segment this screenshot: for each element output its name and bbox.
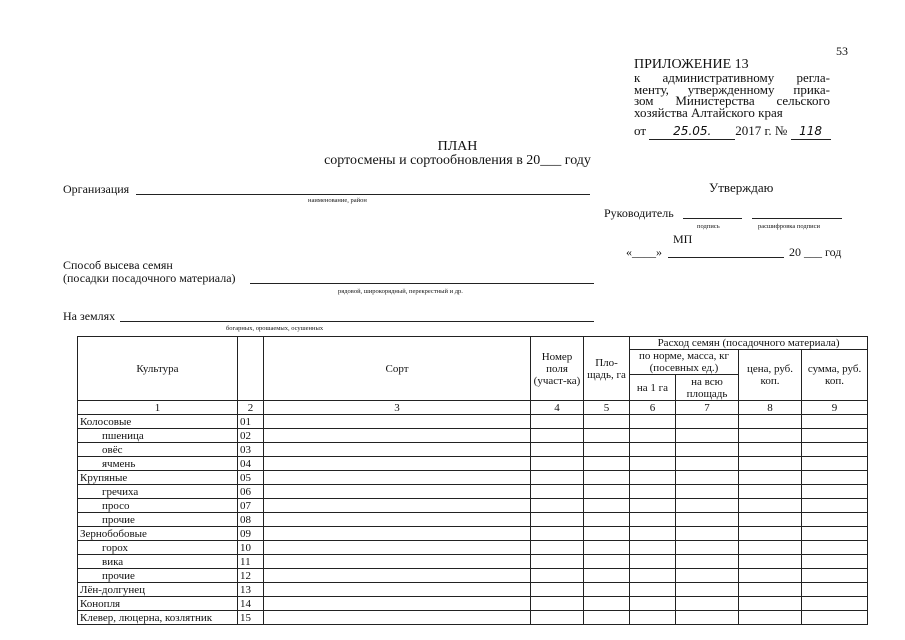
table-row (78, 471, 868, 485)
culture-cell: Конопля (78, 597, 238, 611)
table-row (78, 513, 868, 527)
header-price: цена, руб. коп. (739, 350, 802, 401)
total-cell[interactable] (676, 541, 739, 555)
date-field (649, 123, 735, 140)
culture-cell: ячмень (78, 457, 238, 471)
appendix-date-row (634, 123, 831, 140)
area-cell[interactable] (584, 485, 630, 499)
total-cell[interactable] (676, 429, 739, 443)
date-from-label: от (634, 123, 647, 138)
price-cell[interactable] (739, 471, 802, 485)
plan-table (77, 336, 868, 625)
header-norm: по норме, масса, кг (посевных ед.) (630, 350, 739, 375)
column-number: 2 (238, 401, 264, 415)
handwritten-date: 25.05. (673, 124, 712, 138)
price-cell[interactable] (739, 429, 802, 443)
column-number: 9 (802, 401, 868, 415)
culture-cell: прочие (78, 569, 238, 583)
plan-subtitle: сортосмены и сортообновления в 20___ году (324, 153, 591, 168)
culture-cell: гречиха (78, 485, 238, 499)
organization-line[interactable] (136, 194, 590, 195)
table-row (78, 415, 868, 429)
table-row (78, 569, 868, 583)
sowing-line[interactable] (250, 283, 594, 284)
culture-cell: Лён-долгунец (78, 583, 238, 597)
culture-cell: овёс (78, 443, 238, 457)
lands-hint: богарных, орошаемых, осушенных (226, 325, 324, 332)
order-number-field (791, 123, 831, 140)
culture-cell: Клевер, люцерна, козлятник (78, 611, 238, 625)
header-sum: сумма, руб. коп. (802, 350, 868, 401)
field-number-cell[interactable] (531, 541, 584, 555)
table-row (78, 541, 868, 555)
appendix-line: зом Министерства сельского (634, 93, 830, 108)
per-ha-cell[interactable] (630, 611, 676, 625)
area-cell[interactable] (584, 443, 630, 457)
header-total: на всю площадь (676, 375, 739, 401)
code-cell: 01 (238, 415, 264, 429)
sum-cell[interactable] (802, 555, 868, 569)
sum-cell[interactable] (802, 471, 868, 485)
signature-decode-hint: расшифровка подписи (758, 223, 821, 230)
code-cell: 03 (238, 443, 264, 457)
area-cell[interactable] (584, 457, 630, 471)
code-cell: 12 (238, 569, 264, 583)
field-number-cell[interactable] (531, 485, 584, 499)
per-ha-cell[interactable] (630, 597, 676, 611)
per-ha-cell[interactable] (630, 499, 676, 513)
total-cell[interactable] (676, 555, 739, 569)
code-cell: 09 (238, 527, 264, 541)
field-number-cell[interactable] (531, 457, 584, 471)
appendix-line: к административному регла- (634, 70, 830, 85)
table-row (78, 555, 868, 569)
sort-cell[interactable] (264, 485, 531, 499)
field-number-cell[interactable] (531, 569, 584, 583)
sort-cell[interactable] (264, 527, 531, 541)
signature-decode-line[interactable] (752, 218, 842, 219)
code-cell: 06 (238, 485, 264, 499)
area-cell[interactable] (584, 583, 630, 597)
price-cell[interactable] (739, 443, 802, 457)
table-row (78, 583, 868, 597)
sum-cell[interactable] (802, 429, 868, 443)
area-cell[interactable] (584, 415, 630, 429)
column-numbers-row (78, 401, 868, 415)
code-cell: 15 (238, 611, 264, 625)
area-cell[interactable] (584, 429, 630, 443)
sowing-label-2: (посадки посадочного материала) (63, 271, 236, 285)
field-number-cell[interactable] (531, 527, 584, 541)
sum-cell[interactable] (802, 457, 868, 471)
culture-cell: Крупяные (78, 471, 238, 485)
sowing-label-1: Способ высева семян (63, 258, 173, 272)
total-cell[interactable] (676, 597, 739, 611)
area-cell[interactable] (584, 499, 630, 513)
field-number-cell[interactable] (531, 597, 584, 611)
per-ha-cell[interactable] (630, 471, 676, 485)
sum-cell[interactable] (802, 415, 868, 429)
column-number: 4 (531, 401, 584, 415)
culture-cell: прочие (78, 513, 238, 527)
header-sort: Сорт (264, 337, 531, 401)
culture-cell: Колосовые (78, 415, 238, 429)
approve-month-line[interactable] (668, 257, 784, 258)
per-ha-cell[interactable] (630, 583, 676, 597)
culture-cell: пшеница (78, 429, 238, 443)
total-cell[interactable] (676, 583, 739, 597)
sort-cell[interactable] (264, 457, 531, 471)
sort-cell[interactable] (264, 597, 531, 611)
culture-cell: Зернобобовые (78, 527, 238, 541)
total-cell[interactable] (676, 457, 739, 471)
total-cell[interactable] (676, 527, 739, 541)
price-cell[interactable] (739, 485, 802, 499)
sort-cell[interactable] (264, 611, 531, 625)
table-row (78, 611, 868, 625)
organization-label: Организация (63, 182, 130, 196)
sort-cell[interactable] (264, 555, 531, 569)
total-cell[interactable] (676, 443, 739, 457)
sort-cell[interactable] (264, 499, 531, 513)
column-number: 3 (264, 401, 531, 415)
sum-cell[interactable] (802, 513, 868, 527)
header-area: Пло-щадь, га (584, 337, 630, 401)
field-number-cell[interactable] (531, 471, 584, 485)
sum-cell[interactable] (802, 527, 868, 541)
code-cell: 11 (238, 555, 264, 569)
sort-cell[interactable] (264, 471, 531, 485)
header-culture: Культура (78, 337, 238, 401)
total-cell[interactable] (676, 485, 739, 499)
header-per-ha: на 1 га (630, 375, 676, 401)
field-number-cell[interactable] (531, 583, 584, 597)
table-row (78, 485, 868, 499)
table-row (78, 429, 868, 443)
code-cell: 08 (238, 513, 264, 527)
column-number: 8 (739, 401, 802, 415)
appendix-title: ПРИЛОЖЕНИЕ 13 (634, 57, 749, 72)
per-ha-cell[interactable] (630, 555, 676, 569)
field-number-cell[interactable] (531, 429, 584, 443)
sum-cell[interactable] (802, 583, 868, 597)
sum-cell[interactable] (802, 485, 868, 499)
price-cell[interactable] (739, 499, 802, 513)
field-number-cell[interactable] (531, 499, 584, 513)
culture-cell: вика (78, 555, 238, 569)
price-cell[interactable] (739, 541, 802, 555)
area-cell[interactable] (584, 555, 630, 569)
per-ha-cell[interactable] (630, 541, 676, 555)
area-cell[interactable] (584, 541, 630, 555)
area-cell[interactable] (584, 471, 630, 485)
table-row (78, 443, 868, 457)
organization-hint: наименование, район (308, 197, 367, 204)
approve-label: Утверждаю (709, 180, 774, 195)
price-cell[interactable] (739, 555, 802, 569)
sort-cell[interactable] (264, 569, 531, 583)
code-cell: 04 (238, 457, 264, 471)
handwritten-order-number: 118 (799, 124, 822, 138)
column-number: 5 (584, 401, 630, 415)
per-ha-cell[interactable] (630, 527, 676, 541)
appendix-line: менту, утвержденному прика- (634, 81, 830, 97)
column-number: 7 (676, 401, 739, 415)
field-number-cell[interactable] (531, 555, 584, 569)
table-row (78, 597, 868, 611)
field-number-cell[interactable] (531, 611, 584, 625)
total-cell[interactable] (676, 415, 739, 429)
code-cell: 07 (238, 499, 264, 513)
signature-line[interactable] (683, 218, 742, 219)
code-cell: 14 (238, 597, 264, 611)
sort-cell[interactable] (264, 583, 531, 597)
per-ha-cell[interactable] (630, 485, 676, 499)
table-row (78, 457, 868, 471)
per-ha-cell[interactable] (630, 569, 676, 583)
header-consumption: Расход семян (посадочного материала) (630, 337, 868, 350)
total-cell[interactable] (676, 471, 739, 485)
sort-cell[interactable] (264, 541, 531, 555)
price-cell[interactable] (739, 569, 802, 583)
signature-hint: подпись (697, 223, 720, 230)
lands-line[interactable] (120, 321, 594, 322)
appendix-block (634, 58, 830, 118)
per-ha-cell[interactable] (630, 443, 676, 457)
per-ha-cell[interactable] (630, 457, 676, 471)
order-year-label: 2017 г. № (735, 123, 788, 138)
sowing-hint: рядовой, широкорядный, перекрестный и др. (338, 288, 463, 295)
sum-cell[interactable] (802, 611, 868, 625)
total-cell[interactable] (676, 499, 739, 513)
price-cell[interactable] (739, 527, 802, 541)
price-cell[interactable] (739, 513, 802, 527)
area-cell[interactable] (584, 611, 630, 625)
table-body (78, 415, 868, 625)
sum-cell[interactable] (802, 443, 868, 457)
price-cell[interactable] (739, 597, 802, 611)
header-code (238, 337, 264, 401)
price-cell[interactable] (739, 583, 802, 597)
sum-cell[interactable] (802, 597, 868, 611)
approve-day: «____» (626, 245, 662, 259)
header-field-number: Номер поля (участ-ка) (531, 337, 584, 401)
area-cell[interactable] (584, 513, 630, 527)
price-cell[interactable] (739, 415, 802, 429)
stamp-label: МП (673, 232, 693, 246)
code-cell: 05 (238, 471, 264, 485)
total-cell[interactable] (676, 513, 739, 527)
code-cell: 10 (238, 541, 264, 555)
code-cell: 02 (238, 429, 264, 443)
page-number: 53 (836, 44, 848, 58)
area-cell[interactable] (584, 597, 630, 611)
field-number-cell[interactable] (531, 415, 584, 429)
head-label: Руководитель (604, 206, 674, 220)
price-cell[interactable] (739, 611, 802, 625)
field-number-cell[interactable] (531, 513, 584, 527)
area-cell[interactable] (584, 569, 630, 583)
table-row (78, 527, 868, 541)
total-cell[interactable] (676, 611, 739, 625)
price-cell[interactable] (739, 457, 802, 471)
column-number: 6 (630, 401, 676, 415)
field-number-cell[interactable] (531, 443, 584, 457)
approve-year: 20 ___ год (789, 245, 842, 259)
lands-label: На землях (63, 309, 116, 323)
per-ha-cell[interactable] (630, 513, 676, 527)
total-cell[interactable] (676, 569, 739, 583)
sort-cell[interactable] (264, 415, 531, 429)
sort-cell[interactable] (264, 443, 531, 457)
plan-title: ПЛАН (437, 139, 478, 154)
sort-cell[interactable] (264, 513, 531, 527)
table-row (78, 499, 868, 513)
area-cell[interactable] (584, 527, 630, 541)
sum-cell[interactable] (802, 541, 868, 555)
sort-cell[interactable] (264, 429, 531, 443)
culture-cell: просо (78, 499, 238, 513)
per-ha-cell[interactable] (630, 415, 676, 429)
sum-cell[interactable] (802, 499, 868, 513)
code-cell: 13 (238, 583, 264, 597)
culture-cell: горох (78, 541, 238, 555)
sum-cell[interactable] (802, 569, 868, 583)
appendix-line: хозяйства Алтайского края (634, 104, 783, 120)
column-number: 1 (78, 401, 238, 415)
per-ha-cell[interactable] (630, 429, 676, 443)
